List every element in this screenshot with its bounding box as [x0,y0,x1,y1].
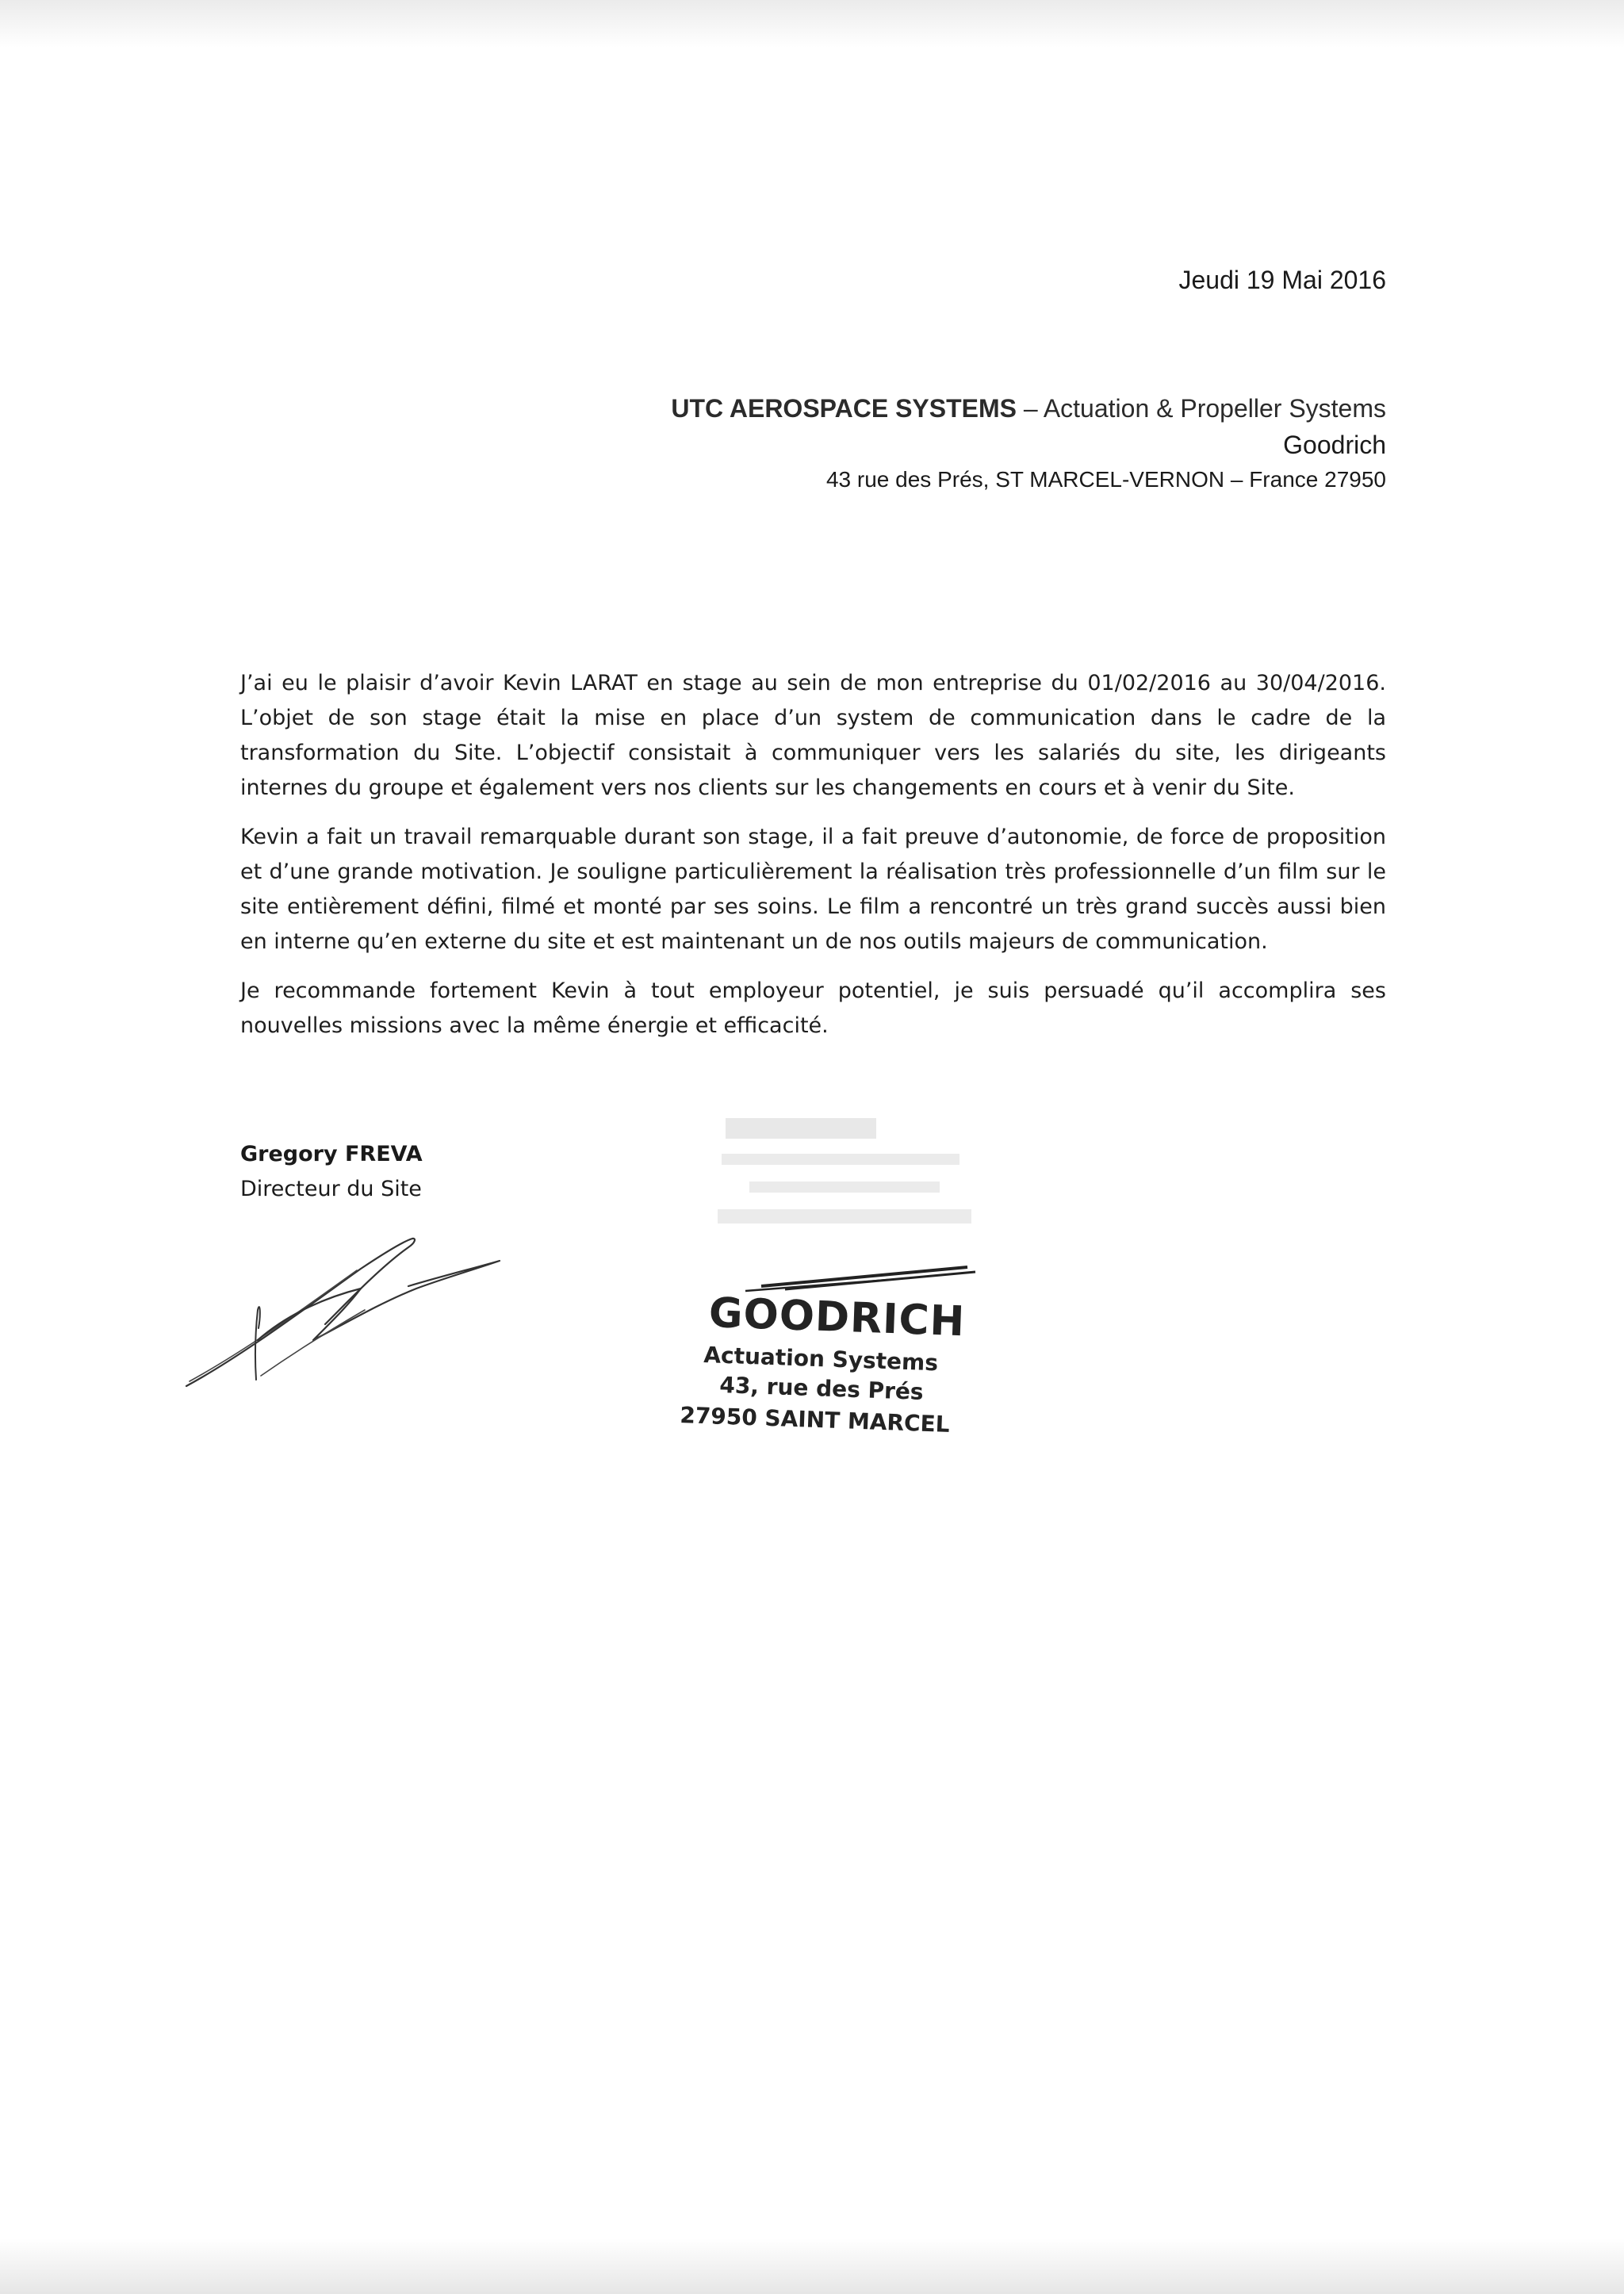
scan-shadow-top [0,0,1624,48]
stamp-speed-lines [730,1261,983,1293]
letter-date: Jeudi 19 Mai 2016 [1178,266,1386,294]
letter-body [240,666,1386,1058]
stamp-line-division: Actuation Systems [703,1342,939,1377]
body-paragraph-2: Kevin a fait un travail remarquable durant son stage, il a fait preuve d’autonomie, de force de proposition et d’une grande motivation. Je souligne particulièrement la réalisation très professionnelle d’un film sur le site entièrement défini, filmé et monté par ses soins. Le film a rencontré un très grand succès aussi bien en interne qu’en externe du site et est maintenant un de nos outils majeurs de communication. [240,825,1386,954]
signatory-name: Gregory FREVA [240,1142,423,1166]
header-company-line [671,390,1386,427]
scan-shadow-bottom [0,2238,1624,2294]
stamp-line-street: 43, rue des Prés [718,1372,925,1405]
handwritten-signature [178,1221,511,1396]
company-division: – Actuation & Propeller Systems [1017,394,1386,423]
company-address: 43 rue des Prés, ST MARCEL-VERNON – France 27950 [825,467,1386,492]
company-stamp [658,1261,991,1443]
recipient-header [671,390,1386,496]
stamp-line-city: 27950 SAINT MARCEL [679,1402,951,1438]
subsidiary-name: Goodrich [1283,431,1386,459]
signatory-title: Directeur du Site [240,1177,422,1201]
body-paragraph-3: Je recommande fortement Kevin à tout employeur potentiel, je suis persuadé qu’il accomplira ses nouvelles missions avec la même énergie et efficacité. [240,978,1386,1038]
stamp-brand: GOODRICH [707,1289,967,1346]
body-paragraph-1: J’ai eu le plaisir d’avoir Kevin LARAT en stage au sein de mon entreprise du 01/02/2016 au 30/04/2016. L’objet de son stage était la mise en place d’un system de communication dans le cadre de la transformation du Site. L’objectif consistait à communiquer vers les salariés du site, les dirigeants internes du groupe et également vers nos clients sur les changements en cours et à venir du Site. [240,671,1386,800]
company-name: UTC AEROSPACE SYSTEMS [671,394,1017,423]
faint-stamp-bleedthrough [718,1110,979,1241]
